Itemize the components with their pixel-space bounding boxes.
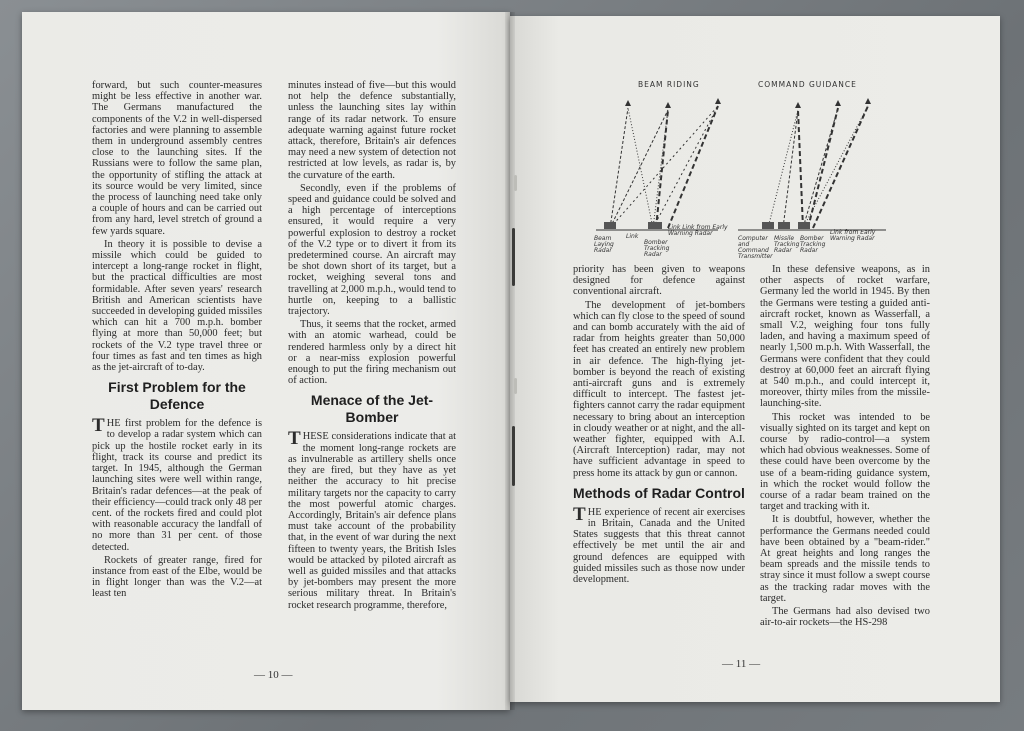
paragraph: forward, but such counter-measures might be less effective in another war. The Germans manufactured the components of the V.2 in well-dispersed factories and were planning to assemble them in underground assembly centres close to the launching sites. If the Russians were to follow the same plan, the opportunity of stifling the attack at its source would be very limited, since the process of launching need take only a couple of hours and can be carried out from any hard, level stretch of ground a few yards square. (92, 80, 262, 237)
binding-stitch (512, 426, 515, 486)
paragraph: THESE considerations indicate that at the moment long-range rockets are as invulnerable as artillery shells once they are fired, but they have as yet neither the accuracy to hit precise military targets nor the capacity to carry the most powerful atomic charges. Accordingly, Britain's air defence plans must take account of the probability that, in the event of war during the next fifteen to twenty years, the British Isles would be attacked by piloted aircraft as well as guided missiles and that attacks by jet-bombers may present the more serious military threat. In Britain's rocket research programme, therefore, (288, 428, 456, 611)
section-heading: First Problem for the Defence (108, 379, 246, 413)
diagram-label: Link from Early Warning Radar (830, 229, 876, 242)
left-column-2 (288, 80, 456, 613)
page-number-right: — 11 — (722, 658, 761, 670)
paragraph: In these defensive weapons, as in other aspects of rocket warfare, Germany led the world in 1945. By then the Germans were testing a guided anti-aircraft rocket, known as Wasserfall, a small V.2, weighing four tons fully laden, and having a maximum speed of nearly 1,500 m.p.h. With Wasserfall, the Germans were confident that they could destroy at 60,000 feet an aircraft flying at 540 m.p.h., and could intercept it, moreover, thirty miles from the missile-launching-site. (760, 264, 930, 410)
drop-cap: T (92, 415, 105, 437)
paragraph: Rockets of greater range, fired for instance from east of the Elbe, would be in flight longer than was the V.2—at least ten (92, 554, 262, 600)
paragraph: It is doubtful, however, whether the performance the Germans needed could have been obtained by a "beam-rider." At great heights and long ranges the beam spreads and the missile tends to stray since it must follow a swept course as the tracking radar moves with the target. (760, 514, 930, 604)
paragraph: The development of jet-bombers which can fly close to the speed of sound and can bomb accurately with the aid of radar from heights greater than 50,000 feet has created an entirely new problem in air defence. The high-flying jet-bomber is beyond the reach of existing anti-aircraft guns and is extremely difficult to intercept. The fastest jet-fighters cannot carry the radar equipment necessary to bring about an interception in cloudy weather or at night, and the all-weather fighter, equipped with A.I. (Aircraft Interception) radar, may not have sufficient advantage in speed to press home its attack by gun or cannon. (573, 299, 745, 479)
diagram-label: Bomber Tracking Radar (644, 239, 670, 258)
diagram-label: Missile Tracking Radar (774, 235, 800, 254)
diagram-label: Beam Laying Radar (594, 235, 614, 254)
binding-stitch (514, 378, 517, 394)
binding-stitch (514, 175, 517, 191)
section-heading: Menace of the Jet-Bomber (310, 392, 434, 426)
left-column-1 (92, 80, 262, 602)
diagram-label: Bomber Tracking Radar (800, 235, 826, 254)
section-heading: Methods of Radar Control (573, 484, 745, 501)
paragraph: This rocket was intended to be visually sighted on its target and kept on course by radio-control—a system which had obvious weaknesses. Some of these could have been overcome by the use of a beam-riding guidance system, in which the rocket would follow the course of a radar beam trained on the target and tracking with it. (760, 411, 930, 513)
guidance-diagram (568, 80, 904, 260)
right-column-1 (573, 264, 745, 587)
right-column-2 (760, 264, 930, 631)
paragraph: Thus, it seems that the rocket, armed with an atomic warhead, could be rendered harmless only by a direct hit or a near-miss explosion powerful enough to put the firing mechanism out of action. (288, 319, 456, 387)
drop-cap: T (288, 428, 301, 450)
paragraph: priority has been given to weapons designed for defence against conventional aircraft. (573, 264, 745, 298)
paragraph: THE experience of recent air exercises in Britain, Canada and the United States suggests that this threat cannot effectively be met until the air and ground defences are equipped with guided missiles such as those now under development. (573, 503, 745, 586)
paragraph: minutes instead of five—but this would not help the defence substantially, unless the launching sites lay within range of its radar network. To ensure adequate warning against future rocket attack, therefore, Britain's air defences may need a new system of detection not restricted at low levels, as radar is, by the curvature of the earth. (288, 80, 456, 181)
book-gutter (505, 12, 515, 710)
paragraph: THE first problem for the defence is to develop a radar system which can pick up the hostile rocket early in its flight, track its course and predict its target. In 1945, although the German launching sites were well within range, Britain's radar defences—at the peak of their efficiency—could track only 48 per cent. of the rockets fired and could plot with reasonable accuracy the landfall of no more than 31 per cent. of those detected. (92, 415, 262, 553)
diagram-label: Computer and Command Transmitter (738, 235, 773, 260)
diagram-title-command-guidance: COMMAND GUIDANCE (758, 80, 857, 89)
drop-cap: T (573, 503, 586, 525)
binding-stitch (512, 228, 515, 286)
diagram-label: Link Link from Early Warning Radar (668, 224, 728, 237)
paragraph: The Germans had also devised two air-to-air rockets—the HS-298 (760, 606, 930, 629)
paragraph: In theory it is possible to devise a missile which could be guided to intercept a long-range rocket in flight, but the practical difficulties are most formidable. After seven years' research British and American scientists have succeeded in developing guided missiles which can hit a 700 m.p.h. bomber flying at more than 50,000 feet; but rockets of the V.2 type travel three or four times as fast and ten times as high as the jet-aircraft of to-day. (92, 238, 262, 374)
diagram-label: Link (626, 233, 639, 240)
diagram-title-beam-riding: BEAM RIDING (638, 80, 700, 89)
page-number-left: — 10 — (254, 669, 293, 681)
paragraph: Secondly, even if the problems of speed and guidance could be solved and a high percentage of interceptions ensured, it would require a very powerful explosion to destroy a rocket of the V.2 type or to divert it from its predetermined course. An aircraft may be shot down short of its target, but a rocket, weighing several tons and travelling at 2,000 m.p.h., would tend to hurtle on, keeping to a ballistic trajectory. (288, 182, 456, 318)
